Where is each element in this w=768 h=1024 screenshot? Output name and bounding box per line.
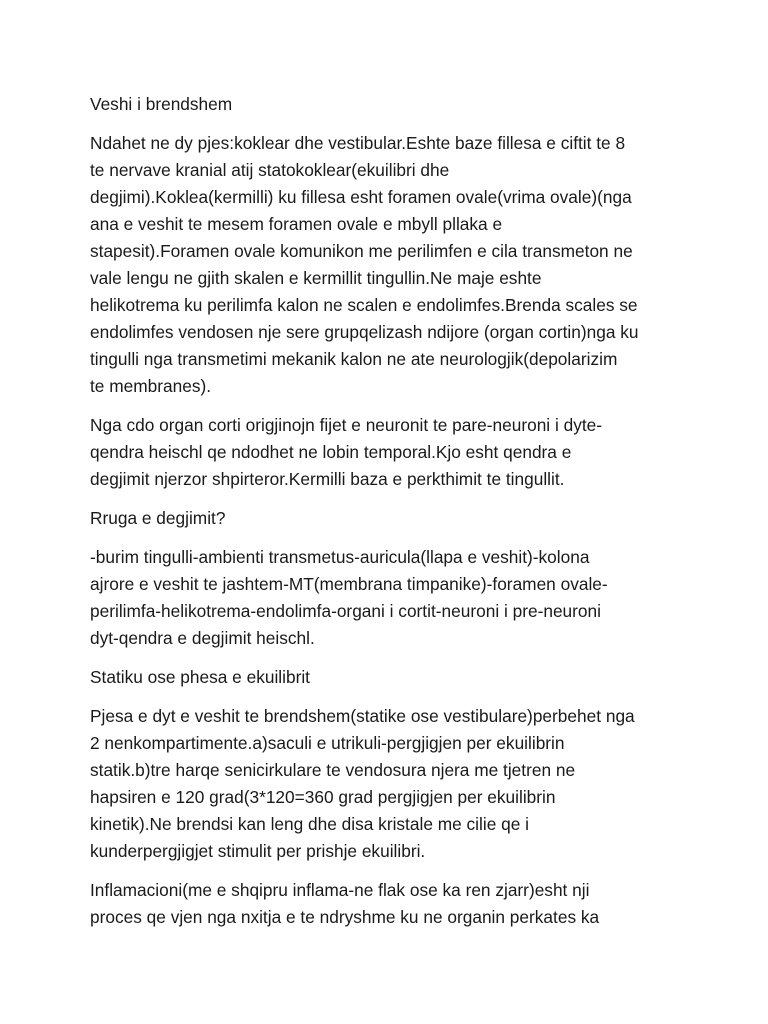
text-line: perilimfa-helikotrema-endolimfa-organi i cortit-neuroni i pre-neuroni	[90, 601, 601, 621]
text-line: qendra heischl qe ndodhet ne lobin temporal.Kjo esht qendra e	[90, 442, 572, 462]
section-heading-rruga	[90, 505, 680, 532]
text-line: te nervave kranial atij statokoklear(ekuilibri dhe	[90, 160, 450, 180]
text-line: Inflamacioni(me e shqipru inflama-ne flak ose ka ren zjarr)esht nji	[90, 880, 590, 900]
text-line: tingulli nga transmetimi mekanik kalon ne ate neurologjik(depolarizim	[90, 349, 618, 369]
text-line: 2 nenkompartimente.a)saculi e utrikuli-pergjigjen per ekuilibrin	[90, 733, 565, 753]
paragraph-inflamacioni	[90, 877, 680, 931]
text-line: ajrore e veshit te jashtem-MT(membrana timpanike)-foramen ovale-	[90, 574, 608, 594]
text-line: ana e veshit te mesem foramen ovale e mbyll pllaka e	[90, 214, 503, 234]
text-line: vale lengu ne gjith skalen e kermillit tingullin.Ne maje eshte	[90, 268, 542, 288]
text-line: Statiku ose phesa e ekuilibrit	[90, 667, 310, 687]
text-line: Rruga e degjimit?	[90, 508, 226, 528]
text-line: statik.b)tre harqe senicirkulare te vendosura njera me tjetren ne	[90, 760, 576, 780]
paragraph-rruga	[90, 544, 680, 652]
section-heading-statiku	[90, 664, 680, 691]
text-line: degjimi).Koklea(kermilli) ku fillesa esht foramen ovale(vrima ovale)(nga	[90, 187, 632, 207]
text-line: endolimfes vendosen nje sere grupqelizash ndijore (organ cortin)nga ku	[90, 322, 639, 342]
text-line: te membranes).	[90, 376, 212, 396]
paragraph-vestibulare	[90, 703, 680, 865]
text-line: Veshi i brendshem	[90, 94, 233, 114]
text-line: proces qe vjen nga nxitja e te ndryshme ku ne organin perkates ka	[90, 907, 600, 927]
text-line: kunderpergjigjet stimulit per prishje ekuilibri.	[90, 841, 426, 861]
text-line: stapesit).Foramen ovale komunikon me perilimfen e cila transmeton ne	[90, 241, 633, 261]
paragraph-organ-corti	[90, 412, 680, 493]
text-line: dyt-qendra e degjimit heischl.	[90, 628, 315, 648]
text-line: hapsiren e 120 grad(3*120=360 grad pergjigjen per ekuilibrin	[90, 787, 556, 807]
text-line: degjimit njerzor shpirteror.Kermilli baza e perkthimit te tingullit.	[90, 469, 565, 489]
text-line: Nga cdo organ corti origjinojn fijet e neuronit te pare-neuroni i dyte-	[90, 415, 603, 435]
paragraph-koklea	[90, 130, 680, 400]
text-line: Pjesa e dyt e veshit te brendshem(statike ose vestibulare)perbehet nga	[90, 706, 635, 726]
text-line: Ndahet ne dy pjes:koklear dhe vestibular.Eshte baze fillesa e ciftit te 8	[90, 133, 626, 153]
section-heading-veshi	[90, 91, 680, 118]
document-body	[90, 91, 680, 943]
text-line: -burim tingulli-ambienti transmetus-auricula(llapa e veshit)-kolona	[90, 547, 590, 567]
text-line: helikotrema ku perilimfa kalon ne scalen e endolimfes.Brenda scales se	[90, 295, 638, 315]
text-line: kinetik).Ne brendsi kan leng dhe disa kristale me cilie qe i	[90, 814, 529, 834]
